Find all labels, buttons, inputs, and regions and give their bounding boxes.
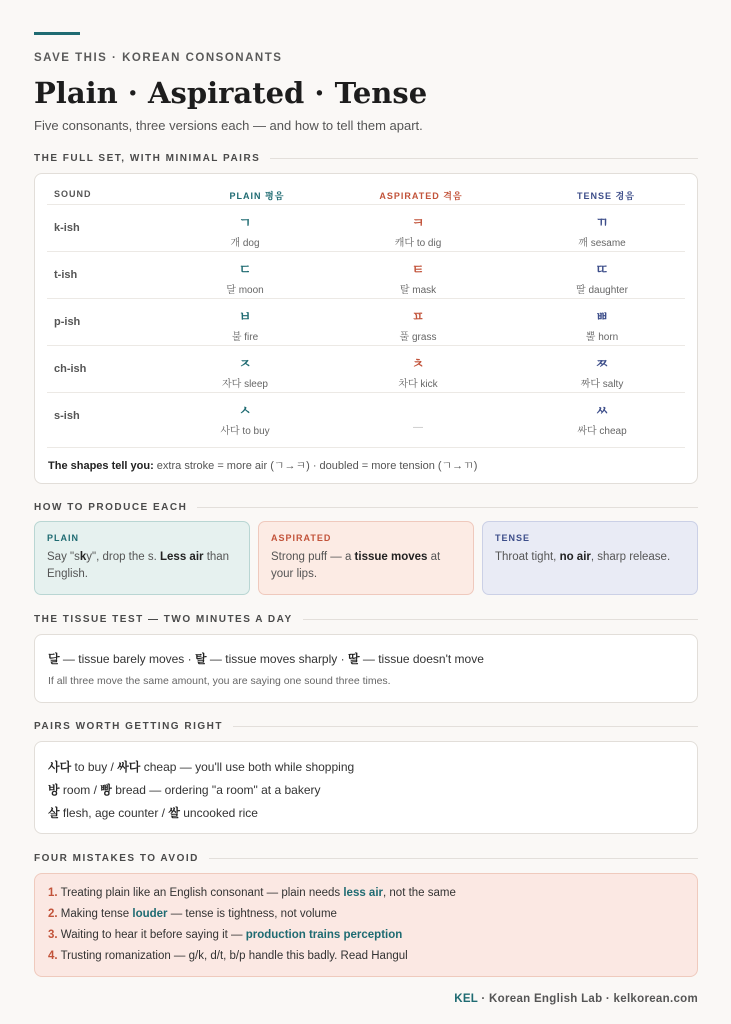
produce-text: Throat tight, no air, sharp release. (495, 551, 671, 563)
plain-jamo: ㄷ (238, 262, 252, 277)
tense-example: 짜다 salty (580, 379, 624, 390)
sound-label: p-ish (54, 316, 81, 328)
tense-jamo: ㅉ (595, 356, 609, 371)
footer-brand: KEL (454, 993, 478, 1005)
footnote-text: extra stroke = more air (ㄱ→ㅋ) · doubled = more tension (ㄱ→ㄲ) (153, 460, 478, 472)
table-row (47, 298, 685, 345)
tense-example: 딸 daughter (576, 285, 628, 296)
pairs-card (34, 741, 698, 834)
aspirated-jamo: ㅍ (411, 309, 425, 324)
aspirated-jamo (343, 402, 493, 420)
aspirated-example: 차다 kick (398, 379, 438, 390)
list-item: 1. Treating plain like an English consonant — plain needs less air, not the same (48, 887, 456, 899)
produce-tense-card (482, 521, 698, 595)
list-item: 2. Making tense louder — tense is tightness, not volume (48, 908, 337, 920)
sound-label: ch-ish (54, 363, 87, 375)
aspirated-example: 풀 grass (399, 332, 437, 343)
aspirated-jamo: ㅌ (411, 262, 425, 277)
table-row (47, 251, 685, 298)
tense-example: 싸다 cheap (577, 426, 627, 437)
aspirated-example: — (413, 422, 423, 433)
table-header (35, 185, 697, 203)
header-tense: TENSE 경음 (577, 191, 635, 201)
aspirated-jamo: ㅊ (411, 356, 425, 371)
footer-credit (454, 993, 698, 1005)
section-title: HOW TO PRODUCE EACH (34, 501, 188, 513)
page-subtitle: Five consonants, three versions each — and how to tell them apart. (34, 118, 423, 133)
plain-jamo: ㅈ (238, 356, 252, 371)
tissue-note: If all three move the same amount, you are saying one sound three times. (48, 675, 391, 687)
tense-jamo: ㄲ (595, 215, 609, 230)
produce-text: Strong puff — a tissue moves at your lips. (271, 551, 441, 580)
table-row (47, 392, 685, 439)
table-footnote (48, 457, 477, 473)
tense-jamo: ㅃ (595, 309, 609, 324)
list-item: 사다 to buy / 싸다 cheap — you'll use both while shopping (48, 760, 355, 774)
plain-example: 불 fire (231, 332, 259, 343)
sound-label: k-ish (54, 222, 80, 234)
aspirated-example: 캐다 to dig (394, 238, 442, 249)
section-title: THE TISSUE TEST — TWO MINUTES A DAY (34, 613, 293, 625)
plain-jamo: ㅂ (238, 309, 252, 324)
produce-label: PLAIN (47, 533, 79, 543)
section-title: FOUR MISTAKES TO AVOID (34, 852, 199, 864)
consonant-table (34, 173, 698, 484)
plain-example: 자다 sleep (221, 379, 268, 390)
produce-plain-card (34, 521, 250, 595)
plain-example: 사다 to buy (220, 426, 270, 437)
sound-label: s-ish (54, 410, 80, 422)
sound-label: t-ish (54, 269, 78, 281)
section-tissue (34, 612, 698, 626)
tense-example: 깨 sesame (578, 238, 626, 249)
plain-jamo: ㅅ (238, 403, 252, 418)
section-title: PAIRS WORTH GETTING RIGHT (34, 720, 223, 732)
plain-jamo: ㄱ (238, 215, 252, 230)
tense-example: 뿔 horn (585, 332, 619, 343)
header-plain: PLAIN 평음 (229, 191, 285, 201)
footnote-bold: The shapes tell you: (48, 460, 154, 472)
section-mistakes (34, 851, 698, 865)
produce-label: TENSE (495, 533, 531, 543)
produce-text: Say "sky", drop the s. Less air than English. (47, 551, 230, 580)
section-produce (34, 500, 698, 514)
table-row (47, 204, 685, 251)
kicker: SAVE THIS · KOREAN CONSONANTS (34, 52, 283, 64)
accent-bar (34, 32, 80, 35)
aspirated-example: 탈 mask (399, 285, 437, 296)
section-pairs (34, 719, 698, 733)
tense-jamo: ㄸ (595, 262, 609, 277)
section-full-set (34, 151, 698, 165)
list-item: 3. Waiting to hear it before saying it — production trains perception (48, 929, 403, 941)
footer-text: · Korean English Lab · kelkorean.com (477, 993, 698, 1005)
aspirated-jamo: ㅋ (411, 215, 425, 230)
list-item: 4. Trusting romanization — g/k, d/t, b/p handle this badly. Read Hangul (48, 950, 408, 962)
tense-jamo: ㅆ (595, 403, 609, 418)
produce-label: ASPIRATED (271, 533, 332, 543)
plain-example: 개 dog (230, 238, 260, 249)
header-sound: SOUND (54, 189, 92, 199)
list-item: 방 room / 빵 bread — ordering "a room" at a bakery (48, 783, 321, 797)
tissue-line: 달 — tissue barely moves · 탈 — tissue moves sharply · 딸 — tissue doesn't move (48, 652, 484, 666)
plain-example: 달 moon (226, 285, 264, 296)
section-title: THE FULL SET, WITH MINIMAL PAIRS (34, 152, 261, 164)
tissue-card (34, 634, 698, 703)
table-row (47, 345, 685, 392)
list-item: 살 flesh, age counter / 쌀 uncooked rice (48, 806, 258, 820)
page-title: Plain · Aspirated · Tense (34, 76, 428, 110)
mistakes-card (34, 873, 698, 977)
header-aspirated: ASPIRATED 격음 (379, 191, 463, 201)
produce-aspirated-card (258, 521, 474, 595)
